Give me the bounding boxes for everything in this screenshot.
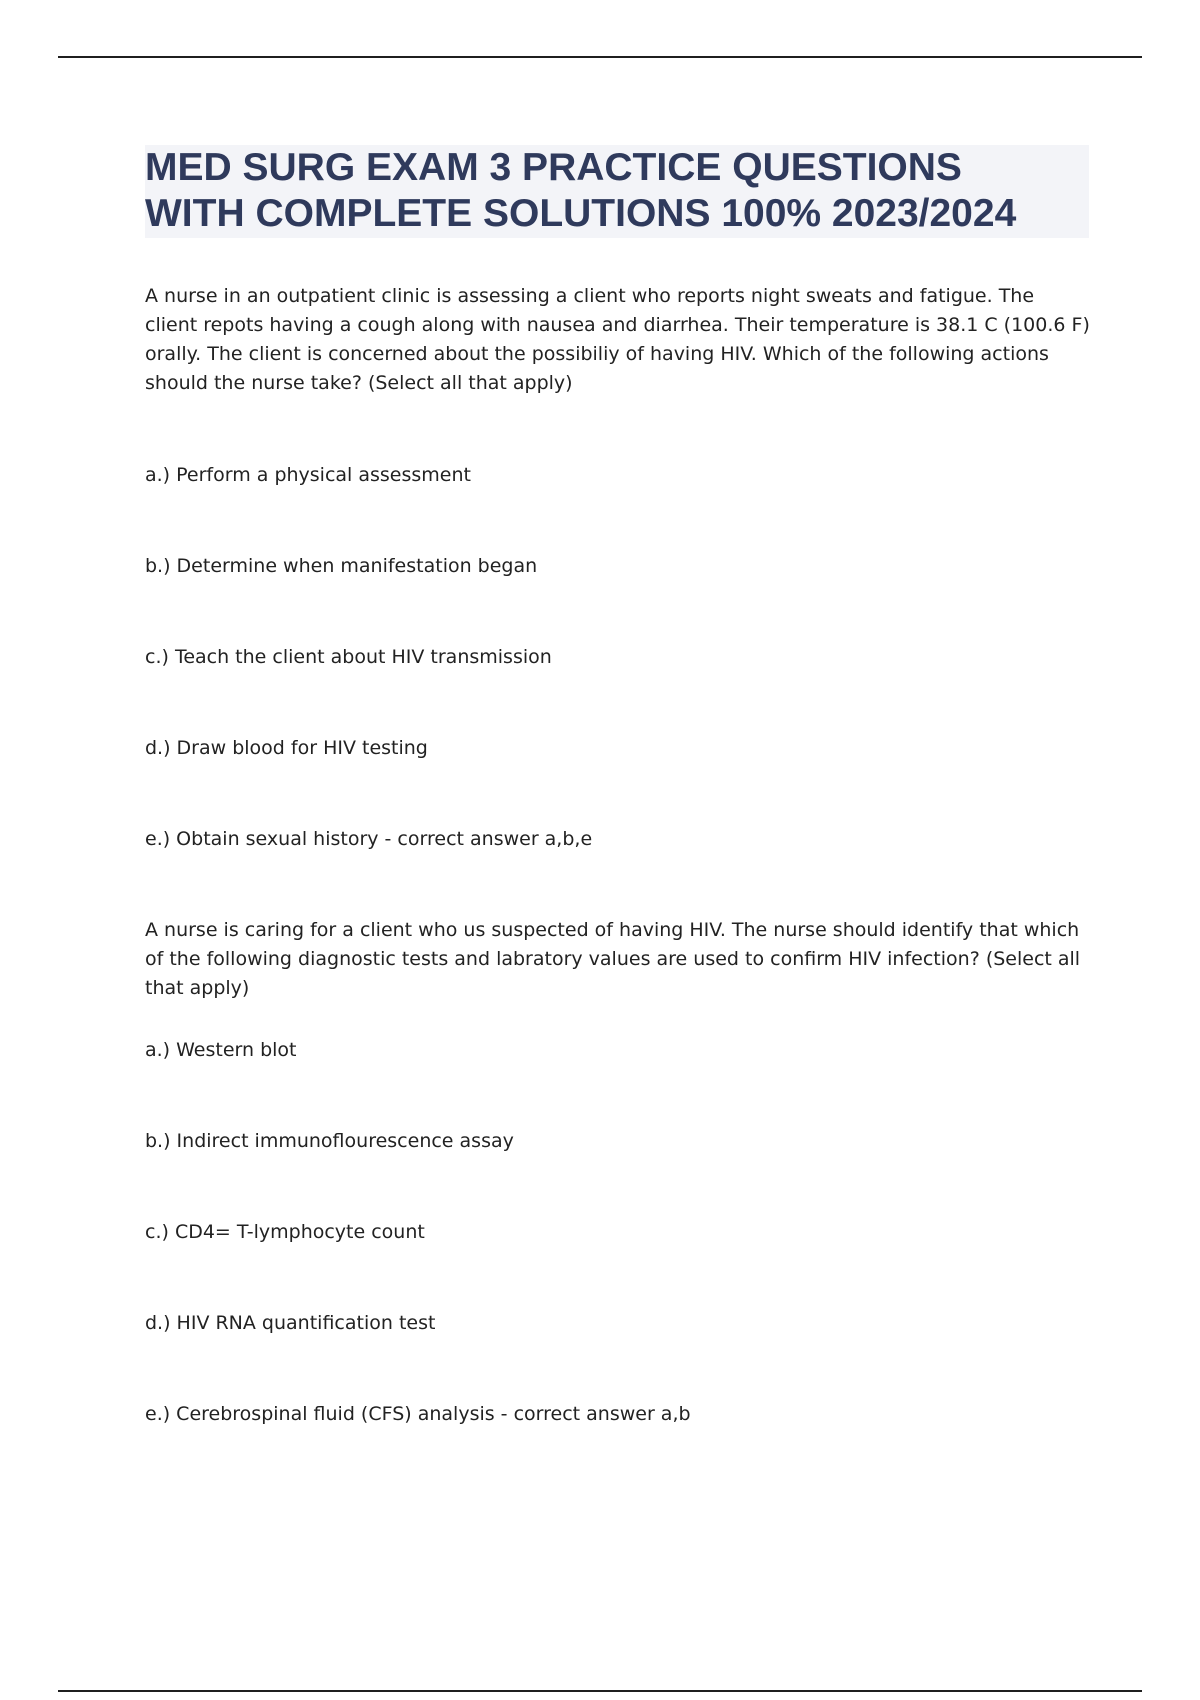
question-2-option-d: d.) HIV RNA quantification test bbox=[145, 1312, 436, 1334]
question-2-option-b: b.) Indirect immunoflourescence assay bbox=[145, 1130, 514, 1152]
page-title-line-1: MED SURG EXAM 3 PRACTICE QUESTIONS bbox=[145, 146, 962, 189]
question-1-option-e: e.) Obtain sexual history - correct answer a,b,e bbox=[145, 828, 593, 850]
title-banner bbox=[145, 145, 1089, 238]
question-2-option-a: a.) Western blot bbox=[145, 1039, 297, 1061]
question-2-option-c: c.) CD4= T-lymphocyte count bbox=[145, 1221, 425, 1243]
page-title-line-2: WITH COMPLETE SOLUTIONS 100% 2023/2024 bbox=[145, 192, 1017, 235]
question-1-prompt: A nurse in an outpatient clinic is assessing a client who reports night sweats and fatigue. The client repots having a cough along with nausea and diarrhea. Their temperature is 38.1 C (100.6 F) orally. The client is concerned about the possibiliy of having HIV. Which of the following actions should the nurse take? (Select all that apply) bbox=[145, 285, 1090, 394]
question-1-option-d: d.) Draw blood for HIV testing bbox=[145, 737, 428, 759]
question-2-option-e: e.) Cerebrospinal fluid (CFS) analysis - correct answer a,b bbox=[145, 1403, 691, 1425]
top-divider bbox=[58, 56, 1142, 58]
question-1-option-a: a.) Perform a physical assessment bbox=[145, 464, 471, 486]
question-1-option-c: c.) Teach the client about HIV transmission bbox=[145, 646, 552, 668]
question-1-option-b: b.) Determine when manifestation began bbox=[145, 555, 538, 577]
bottom-divider bbox=[58, 1690, 1142, 1692]
question-2-prompt: A nurse is caring for a client who us suspected of having HIV. The nurse should identify that which of the following diagnostic tests and labratory values are used to confirm HIV infection? (Select all that apply) bbox=[145, 919, 1081, 999]
